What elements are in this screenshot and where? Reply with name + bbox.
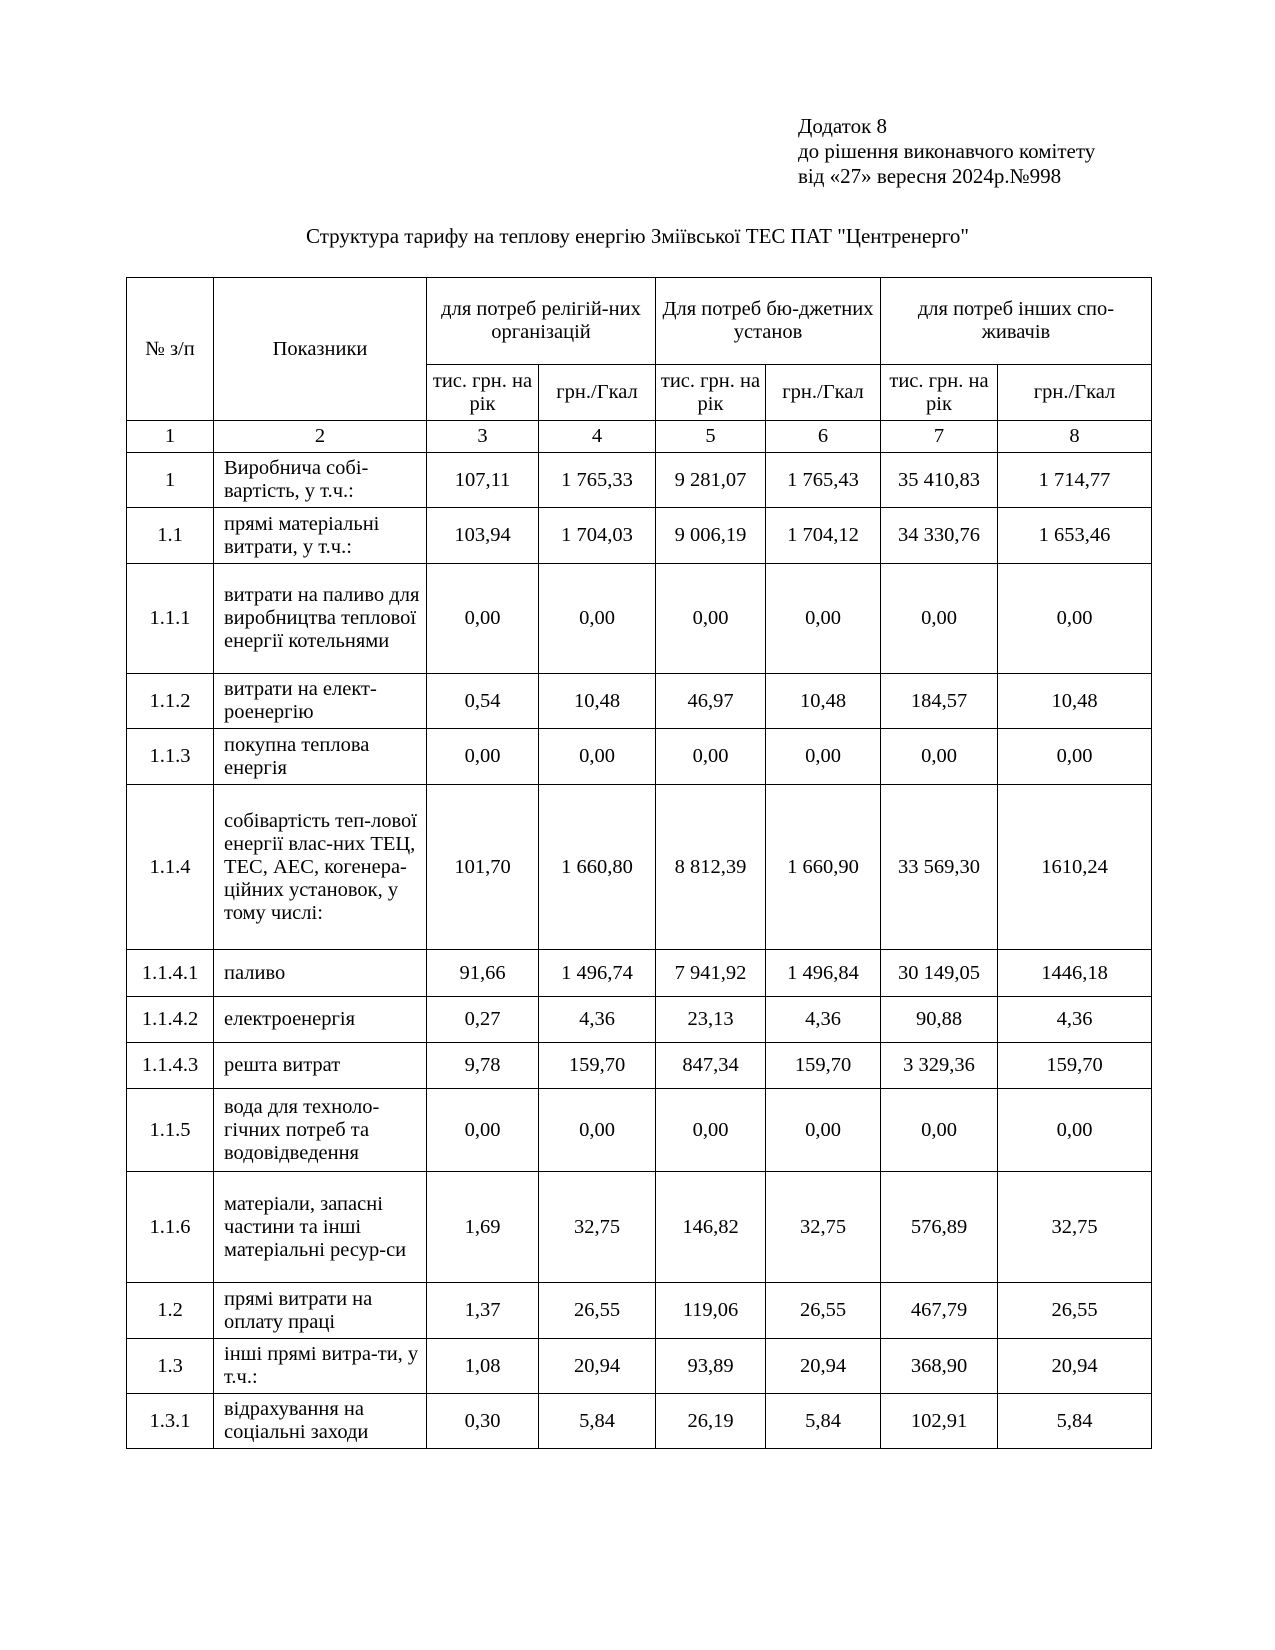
row-value: 0,54 (427, 674, 539, 729)
row-value: 159,70 (539, 1043, 656, 1089)
column-number: 7 (881, 421, 998, 453)
row-value: 20,94 (766, 1339, 881, 1394)
row-value: 1,08 (427, 1339, 539, 1394)
header-indicator: Показники (214, 278, 427, 421)
row-value: 0,00 (998, 1089, 1152, 1172)
row-value: 90,88 (881, 997, 998, 1043)
row-value: 46,97 (656, 674, 766, 729)
row-value: 30 149,05 (881, 950, 998, 997)
row-number: 1.1 (127, 508, 214, 564)
row-indicator: решта витрат (214, 1043, 427, 1089)
row-value: 467,79 (881, 1283, 998, 1339)
table-row (127, 997, 1152, 1043)
row-value: 0,00 (766, 729, 881, 785)
row-value: 107,11 (427, 453, 539, 508)
column-number: 3 (427, 421, 539, 453)
row-value: 32,75 (766, 1172, 881, 1283)
row-value: 10,48 (998, 674, 1152, 729)
header-unit-gcal: грн./Гкал (539, 365, 656, 421)
row-value: 0,00 (881, 564, 998, 674)
header-unit-year: тис. грн. на рік (656, 365, 766, 421)
row-value: 103,94 (427, 508, 539, 564)
table-row (127, 785, 1152, 950)
table-row (127, 1283, 1152, 1339)
row-number: 1.1.4.2 (127, 997, 214, 1043)
row-value: 847,34 (656, 1043, 766, 1089)
table-row (127, 453, 1152, 508)
table-row (127, 1043, 1152, 1089)
row-value: 1 660,80 (539, 785, 656, 950)
row-number: 1 (127, 453, 214, 508)
row-value: 0,30 (427, 1394, 539, 1449)
row-value: 1 496,74 (539, 950, 656, 997)
row-number: 1.3.1 (127, 1394, 214, 1449)
column-number: 8 (998, 421, 1152, 453)
header-group-budget: Для потреб бю-джетних установ (656, 278, 881, 365)
table-row (127, 1089, 1152, 1172)
row-value: 20,94 (539, 1339, 656, 1394)
row-value: 33 569,30 (881, 785, 998, 950)
row-indicator: витрати на елект-роенергію (214, 674, 427, 729)
row-number: 1.1.4 (127, 785, 214, 950)
row-number: 1.1.5 (127, 1089, 214, 1172)
row-number: 1.1.4.3 (127, 1043, 214, 1089)
row-value: 0,00 (539, 564, 656, 674)
row-number: 1.1.6 (127, 1172, 214, 1283)
header-group-religious: для потреб релігій-них організацій (427, 278, 656, 365)
row-value: 1,37 (427, 1283, 539, 1339)
row-value: 32,75 (998, 1172, 1152, 1283)
row-value: 5,84 (766, 1394, 881, 1449)
row-value: 4,36 (539, 997, 656, 1043)
row-indicator: покупна теплова енергія (214, 729, 427, 785)
row-value: 4,36 (998, 997, 1152, 1043)
row-value: 9 281,07 (656, 453, 766, 508)
row-indicator: матеріали, запасні частини та інші матеріальні ресур-си (214, 1172, 427, 1283)
header-unit-gcal: грн./Гкал (766, 365, 881, 421)
row-value: 146,82 (656, 1172, 766, 1283)
row-indicator: Виробнича собі-вартість, у т.ч.: (214, 453, 427, 508)
table-row (127, 564, 1152, 674)
row-indicator: прямі витрати на оплату праці (214, 1283, 427, 1339)
row-value: 1 496,84 (766, 950, 881, 997)
row-value: 159,70 (998, 1043, 1152, 1089)
row-value: 0,00 (427, 729, 539, 785)
row-value: 26,55 (539, 1283, 656, 1339)
row-value: 5,84 (539, 1394, 656, 1449)
row-number: 1.1.2 (127, 674, 214, 729)
row-value: 0,00 (881, 729, 998, 785)
table-row (127, 729, 1152, 785)
row-value: 1 714,77 (998, 453, 1152, 508)
row-number: 1.1.1 (127, 564, 214, 674)
table-row (127, 508, 1152, 564)
column-number: 1 (127, 421, 214, 453)
row-value: 20,94 (998, 1339, 1152, 1394)
row-value: 93,89 (656, 1339, 766, 1394)
row-value: 0,00 (881, 1089, 998, 1172)
header-unit-year: тис. грн. на рік (427, 365, 539, 421)
table-row (127, 1339, 1152, 1394)
row-value: 34 330,76 (881, 508, 998, 564)
header-unit-year: тис. грн. на рік (881, 365, 998, 421)
addendum-block (798, 114, 1095, 189)
row-value: 5,84 (998, 1394, 1152, 1449)
row-value: 119,06 (656, 1283, 766, 1339)
row-value: 0,00 (998, 564, 1152, 674)
row-value: 184,57 (881, 674, 998, 729)
row-value: 0,00 (766, 1089, 881, 1172)
column-number: 5 (656, 421, 766, 453)
row-value: 9 006,19 (656, 508, 766, 564)
table-row (127, 1172, 1152, 1283)
row-value: 1 765,43 (766, 453, 881, 508)
row-value: 8 812,39 (656, 785, 766, 950)
row-value: 32,75 (539, 1172, 656, 1283)
row-value: 0,00 (656, 1089, 766, 1172)
column-numbers-row (127, 421, 1152, 453)
row-value: 1,69 (427, 1172, 539, 1283)
column-number: 2 (214, 421, 427, 453)
row-value: 102,91 (881, 1394, 998, 1449)
row-value: 1 704,03 (539, 508, 656, 564)
row-number: 1.2 (127, 1283, 214, 1339)
document-title: Структура тарифу на теплову енергію Зміївської ТЕС ПАТ "Центренерго" (306, 224, 969, 248)
row-indicator: електроенергія (214, 997, 427, 1043)
addendum-decision: до рішення виконавчого комітету (798, 139, 1096, 163)
row-value: 368,90 (881, 1339, 998, 1394)
row-indicator: відрахування на соціальні заходи (214, 1394, 427, 1449)
row-value: 576,89 (881, 1172, 998, 1283)
table-row (127, 1394, 1152, 1449)
row-value: 26,55 (766, 1283, 881, 1339)
row-value: 1 653,46 (998, 508, 1152, 564)
row-value: 35 410,83 (881, 453, 998, 508)
row-value: 1 765,33 (539, 453, 656, 508)
row-value: 26,55 (998, 1283, 1152, 1339)
row-indicator: вода для техноло-гічних потреб та водовідведення (214, 1089, 427, 1172)
row-value: 0,00 (539, 1089, 656, 1172)
row-value: 0,00 (998, 729, 1152, 785)
row-value: 0,00 (766, 564, 881, 674)
row-value: 159,70 (766, 1043, 881, 1089)
addendum-date: від «27» вересня 2024р.№998 (798, 164, 1062, 188)
row-value: 23,13 (656, 997, 766, 1043)
row-value: 0,00 (656, 729, 766, 785)
row-indicator: прямі матеріальні витрати, у т.ч.: (214, 508, 427, 564)
row-value: 1 660,90 (766, 785, 881, 950)
row-value: 1446,18 (998, 950, 1152, 997)
column-number: 4 (539, 421, 656, 453)
header-num: № з/п (127, 278, 214, 421)
row-value: 101,70 (427, 785, 539, 950)
row-value: 91,66 (427, 950, 539, 997)
row-value: 0,27 (427, 997, 539, 1043)
header-group-other: для потреб інших спо-живачів (881, 278, 1152, 365)
row-value: 0,00 (656, 564, 766, 674)
column-number: 6 (766, 421, 881, 453)
row-indicator: інші прямі витра-ти, у т.ч.: (214, 1339, 427, 1394)
row-value: 26,19 (656, 1394, 766, 1449)
header-unit-gcal: грн./Гкал (998, 365, 1152, 421)
row-value: 7 941,92 (656, 950, 766, 997)
row-number: 1.1.3 (127, 729, 214, 785)
table-row (127, 950, 1152, 997)
row-value: 10,48 (539, 674, 656, 729)
header-row (127, 278, 1152, 365)
row-value: 4,36 (766, 997, 881, 1043)
row-value: 0,00 (427, 564, 539, 674)
row-value: 1610,24 (998, 785, 1152, 950)
row-value: 0,00 (539, 729, 656, 785)
row-number: 1.1.4.1 (127, 950, 214, 997)
row-indicator: витрати на паливо для виробництва теплової енергії котельнями (214, 564, 427, 674)
row-value: 3 329,36 (881, 1043, 998, 1089)
row-value: 9,78 (427, 1043, 539, 1089)
row-value: 10,48 (766, 674, 881, 729)
row-indicator: паливо (214, 950, 427, 997)
table-row (127, 674, 1152, 729)
addendum-number: Додаток 8 (798, 114, 888, 138)
row-value: 1 704,12 (766, 508, 881, 564)
row-value: 0,00 (427, 1089, 539, 1172)
tariff-structure-table (126, 277, 1152, 1449)
row-indicator: собівартість теп-лової енергії влас-них ТЕЦ, ТЕС, АЕС, когенера-ційних установок, у тому числі: (214, 785, 427, 950)
row-number: 1.3 (127, 1339, 214, 1394)
